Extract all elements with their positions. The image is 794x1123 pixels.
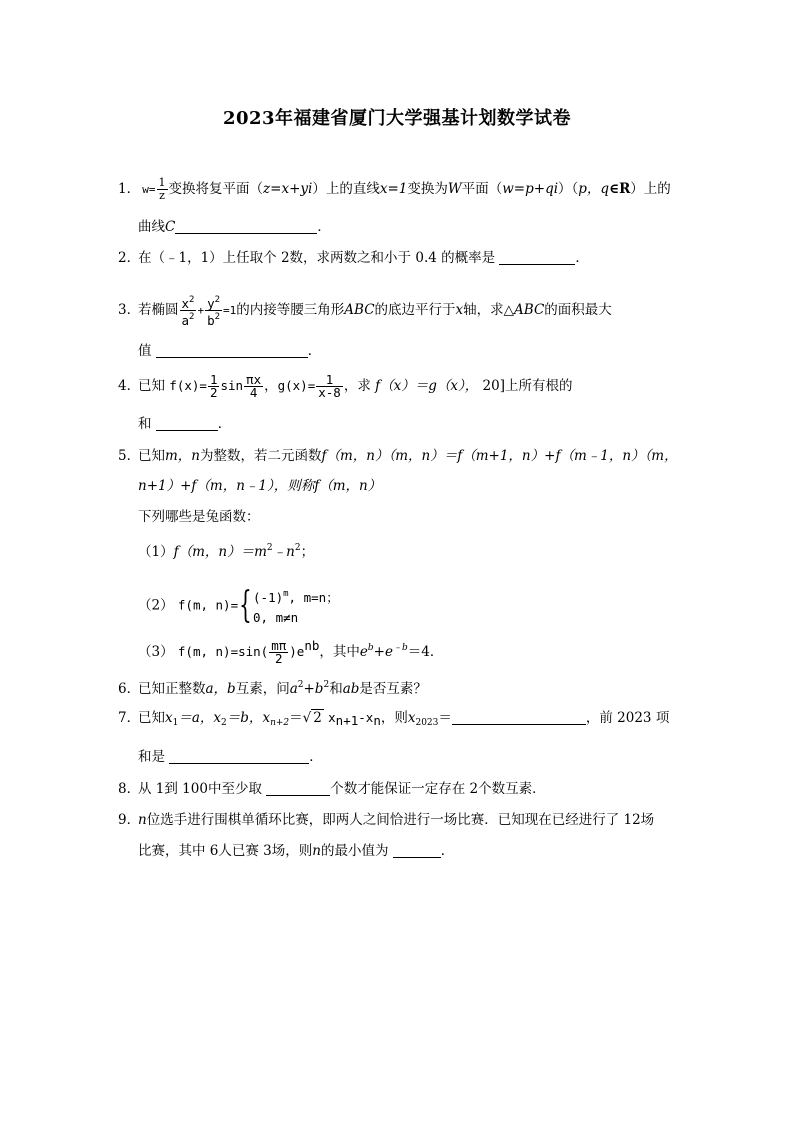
question-number: 9．	[118, 812, 141, 828]
question-number: 6．	[118, 681, 141, 697]
question-4-line-1: 4．已知 f(x)= $\frac{1}{2}$ sin $\frac{\pi x}{4}$ ，g(x)= $\frac{1}{x-8}$ ，求 f（x）＝g（x）， 20]上所有根的	[118, 372, 573, 400]
piecewise-cases: $(-1)^m$, m=n； 0, m≠n	[253, 589, 339, 625]
question-5-line-1: 5．已知m，n为整数，若二元函数f（m，n）（m，n）＝f（m+1，n）+f（m﹣1，n）（m，	[118, 448, 678, 464]
fraction: $\frac{1}{z}$	[158, 176, 166, 202]
question-7-line-1: 7．已知$x_1=a$，$x_2=b$，$x_{n+2}=√$ 2 $x_{n+1}-x_n$，则$x_{2023}=$ ，前 2023 项	[118, 710, 670, 728]
page-title: 2023年福建省厦门大学强基计划数学试卷	[222, 108, 572, 129]
question-number: 1．	[118, 181, 141, 197]
question-number: 3．	[118, 302, 141, 318]
answer-blank[interactable]	[266, 781, 330, 796]
fraction: $\frac{1}{2}$	[209, 372, 218, 400]
question-2: 2．在（﹣1，1）上任取个 2数，求两数之和小于 0.4 的概率是 ．	[118, 250, 589, 266]
fraction: $\frac{y^2}{b^2}$	[207, 295, 221, 328]
answer-blank[interactable]	[156, 343, 308, 358]
question-1-line-1: 1． w= $\frac{1}{z}$ 变换将复平面（z=x+yi）上的直线x=1变换为W平面（w=p+qi）（p，q∈R）上的	[118, 176, 671, 202]
question-number: 7．	[118, 710, 141, 726]
left-brace: {	[239, 585, 252, 626]
answer-blank[interactable]	[499, 250, 575, 265]
answer-blank[interactable]	[393, 843, 441, 858]
question-number: 5．	[118, 448, 141, 464]
question-3-line-2: 值 ．	[138, 343, 322, 359]
question-3-line-1: 3．若椭圆 $\frac{x^2}{a^2}$ + $\frac{y^2}{b^2}$ =1的内接等腰三角形ABC的底边平行于x轴，求△ABC的面积最大	[118, 295, 612, 328]
answer-blank[interactable]	[169, 749, 309, 764]
question-6: 6．已知正整数a，b互素，问$a^2+b^2$和ab是否互素？	[118, 680, 427, 697]
answer-blank[interactable]	[452, 710, 586, 725]
question-7-line-2: 和是 ．	[138, 749, 323, 765]
fraction: $\frac{x^2}{a^2}$	[181, 295, 195, 328]
question-9-line-1: 9．n位选手进行围棋单循环比赛，即两人之间恰进行一场比赛．已知现在已经进行了 12场	[118, 812, 655, 828]
question-4-line-2: 和 ．	[138, 416, 232, 432]
fraction: $\frac{1}{x-8}$	[318, 372, 341, 400]
answer-blank[interactable]	[175, 219, 317, 234]
question-9-line-2: 比赛，其中 6人已赛 3场，则n的最小值为 ．	[138, 843, 455, 859]
question-number: 8．	[118, 781, 141, 797]
question-8: 8．从 1到 100中至少取 个数才能保证一定存在 2个数互素．	[118, 781, 546, 797]
question-5-item-2: （2） f(m, n)={ $(-1)^m$, m=n； 0, m≠n	[138, 585, 339, 626]
question-number: 4．	[118, 378, 141, 394]
question-5-item-3: （3） f(m, n)=sin( $\frac{m\pi}{2}$ )$e^{nb}$，其中$e^b+e^{﹣b}=4$．	[138, 638, 444, 666]
question-5-item-1: （1）f（m，$n)=m^2﹣n^2$；	[138, 543, 315, 560]
question-1-line-2: 曲线C ．	[138, 219, 331, 235]
question-number: 2．	[118, 250, 141, 266]
fraction: $\frac{\pi x}{4}$	[246, 372, 262, 400]
answer-blank[interactable]	[156, 416, 218, 431]
fraction: $\frac{m\pi}{2}$	[271, 638, 287, 666]
question-5-line-3: 下列哪些是兔函数：	[138, 509, 260, 525]
question-5-line-2: n+1）+f（m，n﹣1），则称f（m，n）	[138, 478, 382, 494]
